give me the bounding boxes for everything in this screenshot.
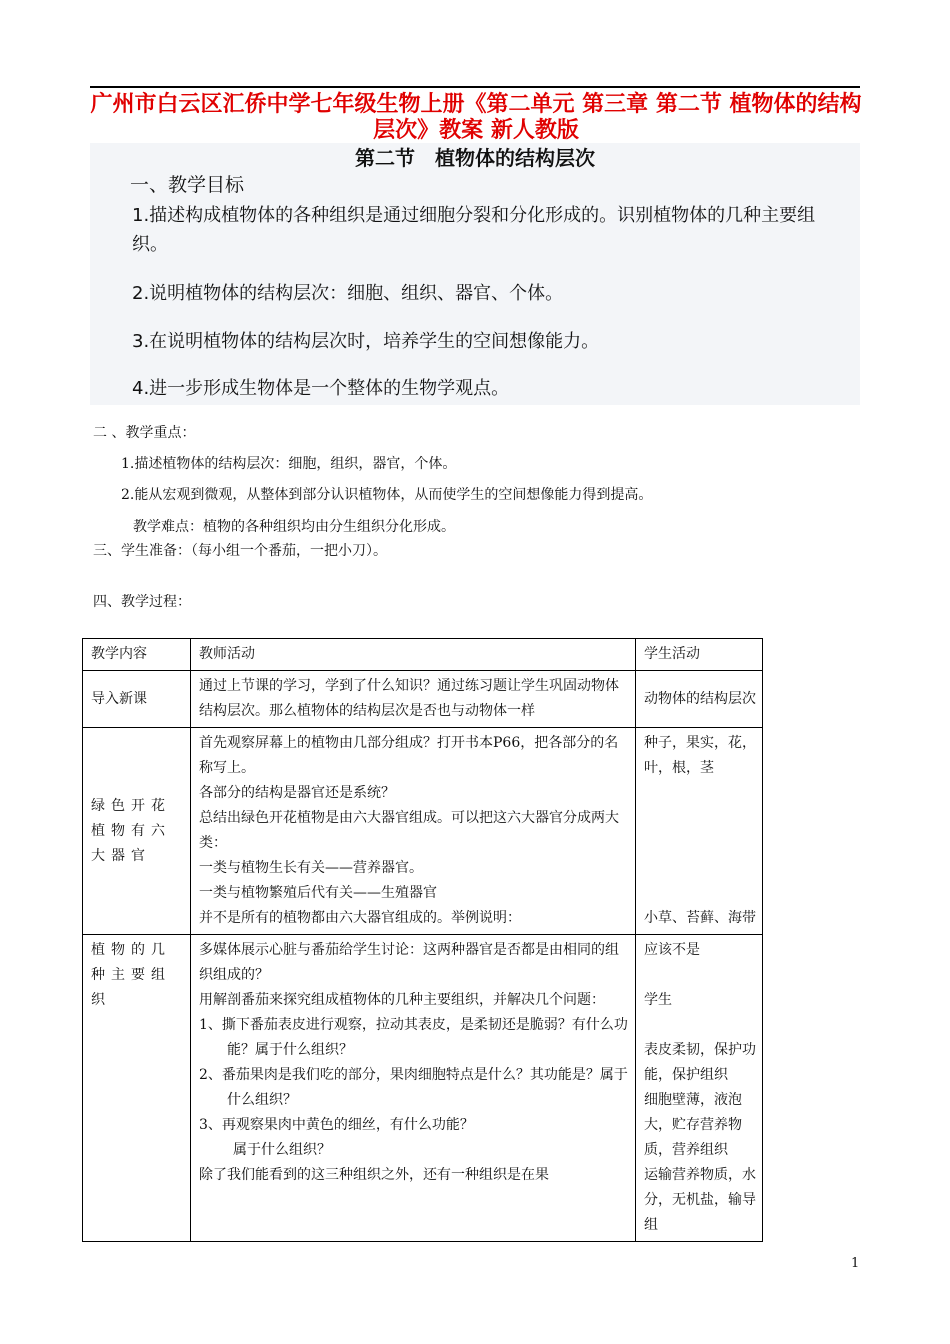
student-line: 动物体的结构层次 [644, 690, 756, 707]
table-row [83, 728, 763, 935]
row-student [636, 728, 763, 935]
teacher-line: 1、撕下番茄表皮进行观察，拉动其表皮，是柔韧还是脆弱？有什么功能？属于什么组织？ [199, 1017, 628, 1058]
key-point-2: 2.能从宏观到微观，从整体到部分认识植物体，从而使学生的空间想像能力得到提高。 [121, 487, 653, 503]
row-content: 导入新课 [83, 671, 191, 728]
row-teacher [191, 935, 636, 1242]
process-heading: 四、教学过程： [93, 594, 191, 610]
teacher-line: 用解剖番茄来探究组成植物体的几种主要组织，并解决几个问题： [199, 992, 605, 1008]
student-line [644, 806, 756, 831]
teacher-line: 一类与植物繁殖后代有关——生殖器官 [199, 885, 437, 901]
preparation: 三、学生准备：（每小组一个番茄，一把小刀）。 [93, 543, 387, 559]
section-title: 第二节 植物体的结构层次 [355, 146, 595, 170]
student-line: 种子，果实，花，叶，根，茎 [644, 735, 756, 776]
page-number: 1 [851, 1256, 860, 1271]
row-content: 植物的几种主要组织 [83, 935, 191, 1242]
objectives-slide [90, 143, 860, 405]
teacher-line: 一类与植物生长有关——营养器官。 [199, 860, 423, 876]
student-line [644, 831, 756, 856]
teacher-line: 2、番茄果肉是我们吃的部分，果肉细胞特点是什么？其功能是？属于什么组织？ [199, 1067, 628, 1108]
student-line: 表皮柔韧，保护功能，保护组织 [644, 1042, 756, 1083]
student-line [644, 881, 756, 906]
objective-3: 3.在说明植物体的结构层次时，培养学生的空间想像能力。 [132, 331, 600, 352]
objectives-heading: 一、教学目标 [130, 174, 245, 196]
header-content: 教学内容 [83, 639, 191, 671]
student-line: 细胞壁薄，液泡大，贮存营养物质，营养组织 [644, 1092, 742, 1158]
objective-2: 2.说明植物体的结构层次：细胞、组织、器官、个体。 [132, 283, 564, 304]
student-line [644, 963, 756, 988]
teacher-line: 首先观察屏幕上的植物由几部分组成？打开书本P66，把各部分的名称写上。 [199, 735, 619, 776]
key-point-1: 1.描述植物体的结构层次：细胞，组织，器官，个体。 [121, 456, 457, 472]
student-line: 运输营养物质，水分，无机盐，输导组 [644, 1167, 756, 1233]
teacher-line: 除了我们能看到的这三种组织之外，还有一种组织是在果 [199, 1167, 549, 1183]
teacher-line: 3、再观察果肉中黄色的细丝，有什么功能？ [199, 1117, 474, 1133]
table-header-row [83, 639, 763, 671]
table-row [83, 671, 763, 728]
teacher-line: 属于什么组织？ [233, 1142, 331, 1158]
teacher-line: 多媒体展示心脏与番茄给学生讨论：这两种器官是否都是由相同的组织组成的？ [199, 942, 619, 983]
row-teacher [191, 728, 636, 935]
objective-1: 1.描述构成植物体的各种组织是通过细胞分裂和分化形成的。识别植物体的几种主要组织。 [132, 205, 816, 255]
document-title: 广州市白云区汇侨中学七年级生物上册《第二单元 第三章 第二节 植物体的结构层次》教案 新人教版 [90, 92, 862, 143]
header-teacher: 教师活动 [191, 639, 636, 671]
teacher-line: 并不是所有的植物都由六大器官组成的。举例说明： [199, 910, 521, 926]
row-student [636, 935, 763, 1242]
student-line [644, 1013, 756, 1038]
header-student: 学生活动 [636, 639, 763, 671]
student-line: 应该不是 [644, 942, 700, 958]
header-rule [90, 86, 860, 88]
difficulty: 教学难点：植物的各种组织均由分生组织分化形成。 [133, 519, 455, 535]
table-row [83, 935, 763, 1242]
teacher-line: 通过上节课的学习，学到了什么知识？通过练习题让学生巩固动物体结构层次。那么植物体的结构层次是否也与动物体一样 [199, 678, 619, 719]
student-line [644, 781, 756, 806]
student-line: 学生 [644, 992, 672, 1008]
row-teacher [191, 671, 636, 728]
student-line: 小草、苔藓、海带 [644, 910, 756, 926]
student-line [644, 856, 756, 881]
lesson-table [82, 638, 763, 1242]
key-points-heading: 二 、教学重点： [93, 425, 196, 441]
teacher-line: 总结出绿色开花植物是由六大器官组成。可以把这六大器官分成两大类： [199, 810, 619, 851]
objective-4: 4.进一步形成生物体是一个整体的生物学观点。 [132, 378, 510, 399]
row-content: 绿色开花植物有六大器官 [83, 728, 191, 935]
teacher-line: 各部分的结构是器官还是系统？ [199, 785, 395, 801]
row-student [636, 671, 763, 728]
